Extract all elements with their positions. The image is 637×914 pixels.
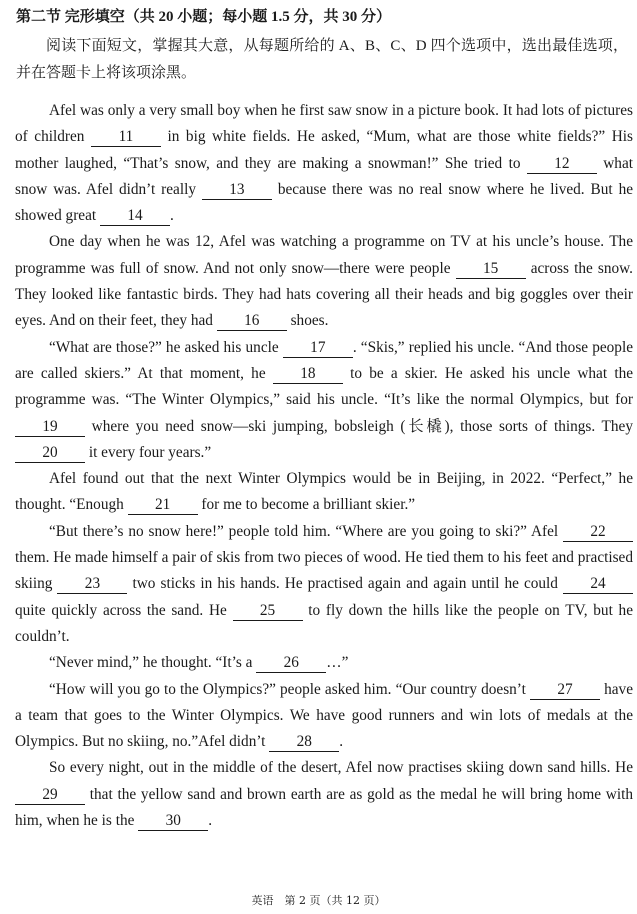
instructions: 阅读下面短文，掌握其大意，从每题所给的 A、B、C、D 四个选项中，选出最佳选项，并在答题卡上将该项涂黑。 bbox=[16, 38, 628, 81]
passage-paragraph bbox=[15, 519, 633, 650]
blank-number: 21 bbox=[128, 495, 198, 515]
passage-text: because there was no real snow where he lived. But he showed great bbox=[15, 180, 634, 225]
blank-number: 25 bbox=[233, 601, 303, 621]
passage-paragraph bbox=[15, 98, 633, 229]
passage-paragraph bbox=[15, 466, 633, 519]
passage-text: in big white fields. He asked, “Mum, what are those white fields?” His mother laughed, “That’s snow, and they are making a snowman!” She tried to bbox=[15, 128, 633, 172]
blank-number: 12 bbox=[527, 154, 597, 174]
passage-text: shoes. bbox=[286, 312, 329, 330]
passage-text: . “Skis,” replied his uncle. “And those people are called skiers.” At that moment, he bbox=[15, 338, 633, 382]
passage-text: Afel found out that the next Winter Olympics would be in Beijing, in 2022. “Perfect,” he thought. “Enough bbox=[15, 470, 633, 514]
blank-number: 16 bbox=[217, 311, 287, 331]
blank-number: 24 bbox=[563, 574, 633, 594]
passage-paragraph bbox=[15, 755, 633, 834]
blank-number: 18 bbox=[273, 364, 343, 384]
passage-text: “How will you go to the Olympics?” people asked him. “Our country doesn’t bbox=[49, 680, 530, 698]
passage-text: it every four years.” bbox=[85, 443, 212, 461]
passage-text: two sticks in his hands. He practised again and again until he could bbox=[127, 575, 563, 593]
blank-number: 17 bbox=[283, 338, 353, 358]
blank-number: 27 bbox=[530, 680, 600, 700]
section-heading: 第二节 完形填空（共 20 小题；每小题 1.5 分，共 30 分） bbox=[16, 9, 392, 25]
passage-text: “Never mind,” he thought. “It’s a bbox=[49, 654, 257, 672]
passage-text: to be a skier. He asked his uncle what the programme was. “The Winter Olympics,” said his uncle. “It’s like the normal Olympics, but for bbox=[15, 364, 634, 409]
passage-text: So every night, out in the middle of the desert, Afel now practises skiing down sand hills. He bbox=[49, 759, 633, 777]
passage-paragraph bbox=[15, 229, 633, 334]
blank-number: 26 bbox=[256, 653, 326, 673]
passage-text: what snow was. Afel didn’t really bbox=[15, 154, 633, 198]
passage-text: that the yellow sand and brown earth are as gold as the medal he will bring home with him, when he is the bbox=[15, 785, 633, 830]
passage-paragraph bbox=[15, 335, 633, 466]
passage-text: “But there’s no snow here!” people told him. “Where are you going to ski?” Afel bbox=[49, 522, 563, 540]
cloze-passage bbox=[15, 98, 633, 834]
passage-text: Afel was only a very small boy when he first saw snow in a picture book. It had lots of pictures of children bbox=[15, 102, 633, 146]
passage-text: “What are those?” he asked his uncle bbox=[49, 338, 283, 356]
passage-text: . bbox=[339, 733, 344, 751]
passage-text: have a team that goes to the Winter Olympics. We have good runners and win lots of medals at the Olympics. But no skiing, no.”Afel didn’t bbox=[15, 680, 633, 751]
blank-number: 29 bbox=[15, 785, 85, 805]
passage-paragraph bbox=[15, 677, 633, 756]
passage-text: . bbox=[208, 812, 213, 830]
passage-paragraph bbox=[15, 650, 633, 676]
passage-text: where you need snow—ski jumping, bobsleigh (长橇), those sorts of things. They bbox=[85, 417, 633, 435]
blank-number: 30 bbox=[138, 811, 208, 831]
blank-number: 22 bbox=[563, 522, 633, 542]
blank-number: 11 bbox=[91, 127, 161, 147]
passage-text: quite quickly across the sand. He bbox=[15, 601, 233, 619]
passage-text: to fly down the hills like the people on TV, but he couldn’t. bbox=[15, 601, 633, 645]
passage-text: One day when he was 12, Afel was watching a programme on TV at his uncle’s house. The programme was full of snow. And not only snow—there were people bbox=[15, 233, 633, 277]
blank-number: 20 bbox=[15, 443, 85, 463]
passage-text: for me to become a brilliant skier.” bbox=[197, 496, 416, 514]
passage-text: . bbox=[169, 207, 174, 225]
blank-number: 23 bbox=[57, 574, 127, 594]
blank-number: 13 bbox=[202, 180, 272, 200]
blank-number: 28 bbox=[269, 732, 339, 752]
passage-text: …” bbox=[326, 654, 349, 672]
blank-number: 14 bbox=[100, 206, 170, 226]
blank-number: 19 bbox=[15, 417, 85, 437]
passage-text: them. He made himself a pair of skis from two pieces of wood. He tied them to his feet and practised skiing bbox=[15, 549, 633, 593]
passage-text: across the snow. They looked like fantastic birds. They had hats covering all their heads and big goggles over their eyes. And on their feet, they had bbox=[15, 259, 634, 330]
blank-number: 15 bbox=[456, 259, 526, 279]
page-footer: 英语 第 2 页（共 12 页） bbox=[251, 894, 386, 907]
